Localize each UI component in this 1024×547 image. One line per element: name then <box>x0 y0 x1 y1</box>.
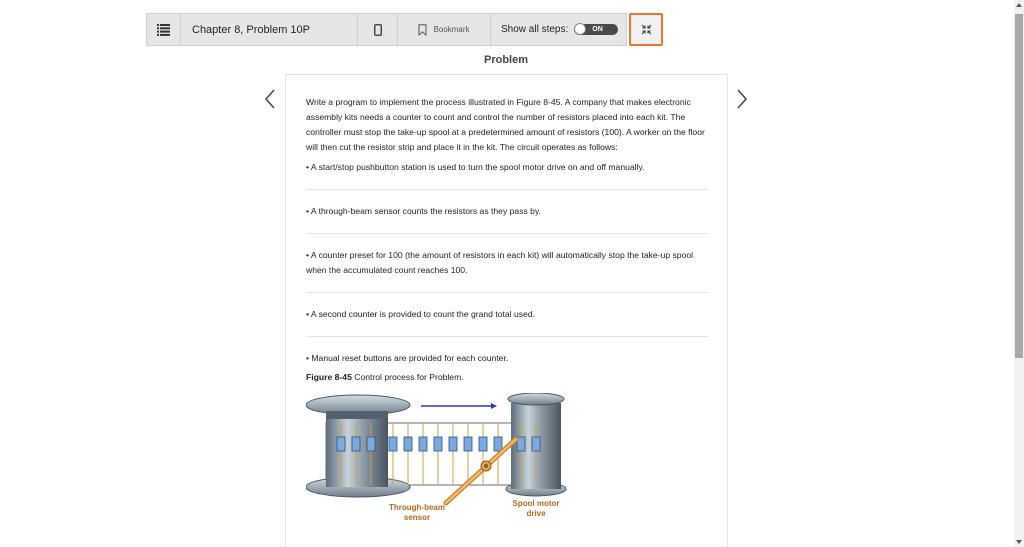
problem-bullet: • Manual reset buttons are provided for each counter. <box>306 353 509 363</box>
problem-intro: Write a program to implement the process illustrated in Figure 8-45. A company that makes electronic assembly kits needs a counter to count and control the number of resistors placed into each kit. The controller must stop the take-up spool at a predetermined amount of resistors (100). A worker on the floor will then cut the resistor strip and place it in the kit. The circuit operates as follows: <box>306 97 705 152</box>
problem-bullet: • A counter preset for 100 (the amount of resistors in each kit) will automatically stop the take-up spool when the accumulated count reaches 100. <box>306 248 708 293</box>
section-title: Problem <box>483 54 528 66</box>
problem-content <box>306 95 708 525</box>
next-arrow-icon[interactable] <box>734 88 750 110</box>
scrollbar-thumb[interactable] <box>1015 14 1023 358</box>
problem-bullet: • A second counter is provided to count the grand total used. <box>306 307 708 337</box>
toolbar <box>146 13 663 46</box>
show-all-steps-label: Show all steps: <box>501 24 569 35</box>
toggle-state-label: ON <box>592 26 603 33</box>
show-all-steps <box>491 13 627 46</box>
figure-8-45 <box>306 393 568 525</box>
device-view-button[interactable] <box>358 13 398 46</box>
previous-arrow-icon[interactable] <box>262 88 278 110</box>
chapter-title: Chapter 8, Problem 10P <box>180 13 358 46</box>
bookmark-label: Bookmark <box>433 25 470 34</box>
scroll-up-icon[interactable] <box>1016 3 1022 7</box>
figure-caption-text: Control process for Problem. <box>351 372 464 382</box>
sensor-label: Through-beam sensor <box>389 503 445 522</box>
show-all-steps-toggle[interactable] <box>574 24 618 35</box>
list-icon <box>157 24 170 36</box>
spool-label: Spool motor drive <box>512 499 560 518</box>
menu-button[interactable] <box>146 13 180 46</box>
problem-panel <box>285 74 728 547</box>
collapse-button[interactable] <box>629 13 663 46</box>
scroll-down-icon[interactable] <box>1016 540 1022 544</box>
collapse-icon <box>641 24 652 35</box>
bookmark-icon <box>418 24 427 36</box>
bookmark-button[interactable] <box>398 13 491 46</box>
problem-bullet: • A through-beam sensor counts the resistors as they pass by. <box>306 204 708 234</box>
problem-bullet: • A start/stop pushbutton station is used to turn the spool motor drive on and off manually. <box>306 160 708 190</box>
toggle-knob <box>574 23 586 35</box>
figure-caption <box>306 370 708 385</box>
vertical-scrollbar[interactable] <box>1014 0 1024 547</box>
mobile-device-icon <box>374 24 382 36</box>
figure-caption-number: Figure 8-45 <box>306 372 352 382</box>
